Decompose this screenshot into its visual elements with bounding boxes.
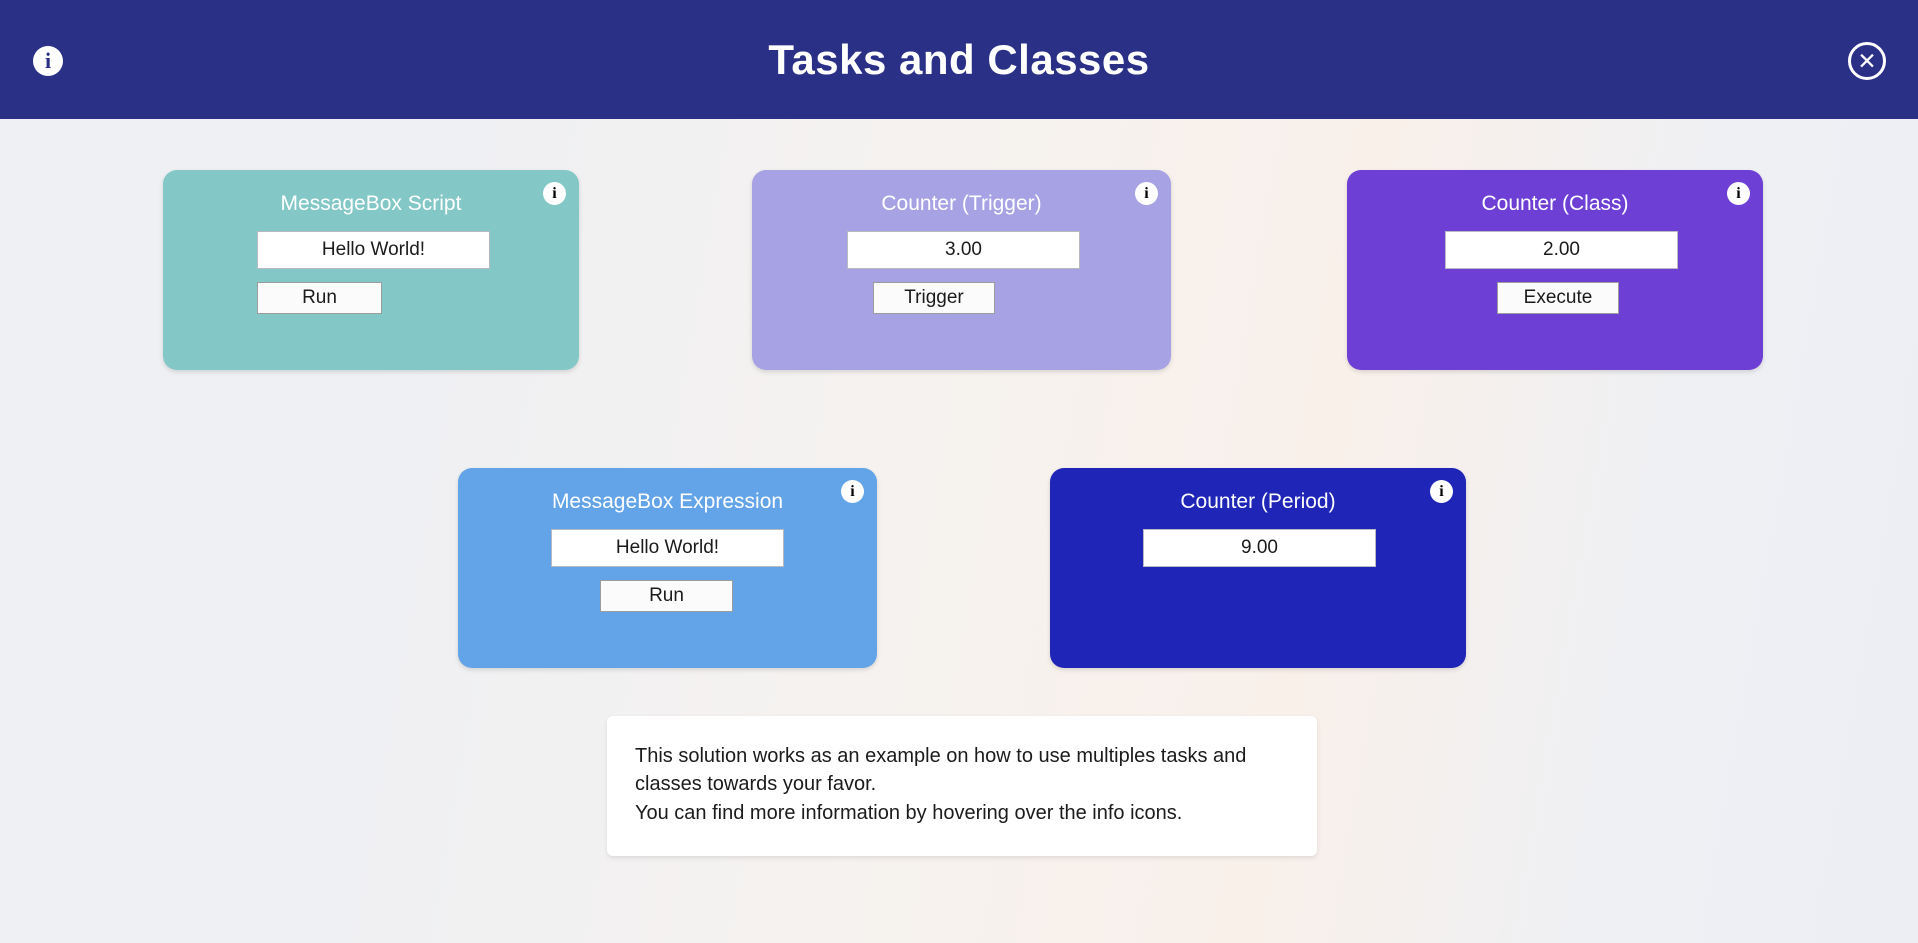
page-title: Tasks and Classes: [768, 35, 1150, 83]
messagebox-script-run-button[interactable]: Run: [257, 282, 382, 314]
description-panel: [607, 716, 1317, 856]
card-title: MessageBox Script: [280, 192, 462, 215]
description-line-1: This solution works as an example on how to use multiples tasks and classes towards your favor.: [635, 745, 1247, 796]
info-icon-glyph: i: [1736, 184, 1741, 202]
info-icon[interactable]: [841, 480, 864, 503]
messagebox-expression-run-button[interactable]: Run: [600, 580, 733, 612]
counter-trigger-value[interactable]: 3.00: [847, 231, 1080, 269]
info-icon[interactable]: [1135, 182, 1158, 205]
info-icon-glyph: i: [1144, 184, 1149, 202]
info-icon-glyph: i: [552, 184, 557, 202]
card-counter-trigger: [752, 170, 1171, 370]
close-icon-glyph: ✕: [1857, 47, 1877, 74]
messagebox-expression-input[interactable]: Hello World!: [551, 529, 784, 567]
card-title: Counter (Period): [1180, 490, 1336, 513]
info-icon-glyph: i: [850, 482, 855, 500]
counter-class-execute-button[interactable]: Execute: [1497, 282, 1619, 314]
card-messagebox-expression: [458, 468, 877, 668]
card-counter-class: [1347, 170, 1763, 370]
card-title: MessageBox Expression: [551, 490, 784, 513]
description-line-2: You can find more information by hovering over the info icons.: [635, 801, 1183, 824]
counter-period-value[interactable]: 9.00: [1143, 529, 1376, 567]
info-icon-glyph: i: [44, 48, 52, 73]
info-icon[interactable]: [33, 46, 63, 76]
info-icon[interactable]: [543, 182, 566, 205]
close-icon[interactable]: [1848, 42, 1886, 80]
counter-class-value[interactable]: 2.00: [1445, 231, 1678, 269]
info-icon[interactable]: [1727, 182, 1750, 205]
counter-trigger-button[interactable]: Trigger: [873, 282, 995, 314]
card-title: Counter (Class): [1481, 192, 1629, 215]
card-title: Counter (Trigger): [881, 192, 1042, 215]
title-bar: [0, 0, 1918, 119]
info-icon-glyph: i: [1439, 482, 1444, 500]
card-messagebox-script: [163, 170, 579, 370]
info-icon[interactable]: [1430, 480, 1453, 503]
card-counter-period: [1050, 468, 1466, 668]
messagebox-script-input[interactable]: Hello World!: [257, 231, 490, 269]
